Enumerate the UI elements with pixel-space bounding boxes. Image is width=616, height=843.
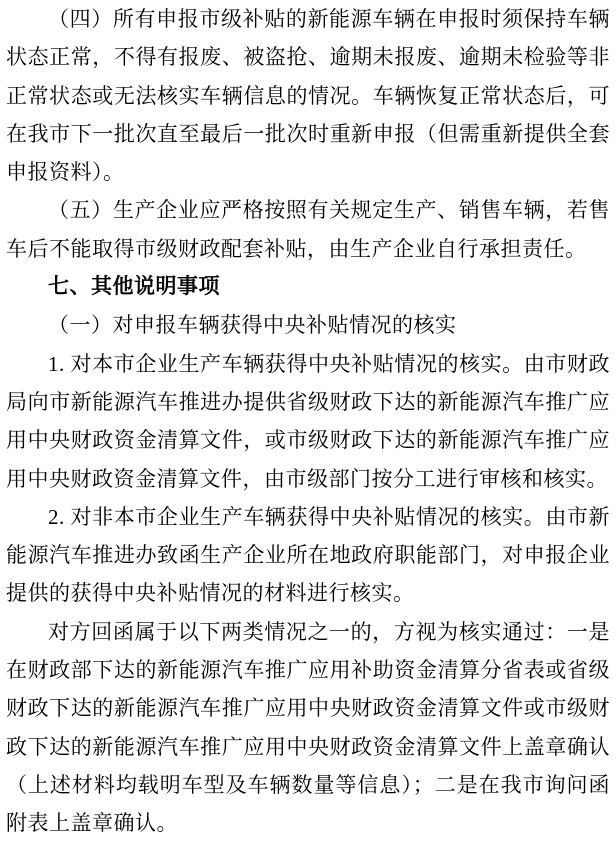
paragraph-verification-criteria: 对方回函属于以下两类情况之一的，方视为核实通过：一是在财政部下达的新能源汽车推广应用补助资金清算分省表或省级财政下达的新能源汽车推广应用中央财政资金清算文件或市级财政下达的新能源汽车推广应用中央财政资金清算文件上盖章确认（上述材料均载明车型及车辆数量等信息）；二是在我市询问函附表上盖章确认。 xyxy=(6,619,610,836)
numbered-paragraph-2: 2. 对非本市企业生产车辆获得中央补贴情况的核实。由市新能源汽车推进办致函生产企业所在地政府职能部门，对申报企业提供的获得中央补贴情况的材料进行核实。 xyxy=(6,504,610,606)
paragraph-item-5: （五）生产企业应严格按照有关规定生产、销售车辆，若售车后不能取得市级财政配套补贴，由生产企业自行承担责任。 xyxy=(6,198,610,261)
paragraph-item-4: （四）所有申报市级补贴的新能源车辆在申报时须保持车辆状态正常，不得有报废、被盗抢、逾期未报废、逾期未检验等非正常状态或无法核实车辆信息的情况。车辆恢复正常状态后，可在我市下一批次直至最后一批次时重新申报（但需重新提供全套申报资料）。 xyxy=(6,7,610,185)
numbered-paragraph-1: 1. 对本市企业生产车辆获得中央补贴情况的核实。由市财政局向市新能源汽车推进办提供省级财政下达的新能源汽车推广应用中央财政资金清算文件，或市级财政下达的新能源汽车推广应用中央财政资金清算文件，由市级部门按分工进行审核和核实。 xyxy=(6,351,610,491)
section-heading-other-notes: 七、其他说明事项 xyxy=(48,275,220,299)
subsection-heading-central-subsidy-verification: （一）对申报车辆获得中央补贴情况的核实 xyxy=(48,313,457,338)
